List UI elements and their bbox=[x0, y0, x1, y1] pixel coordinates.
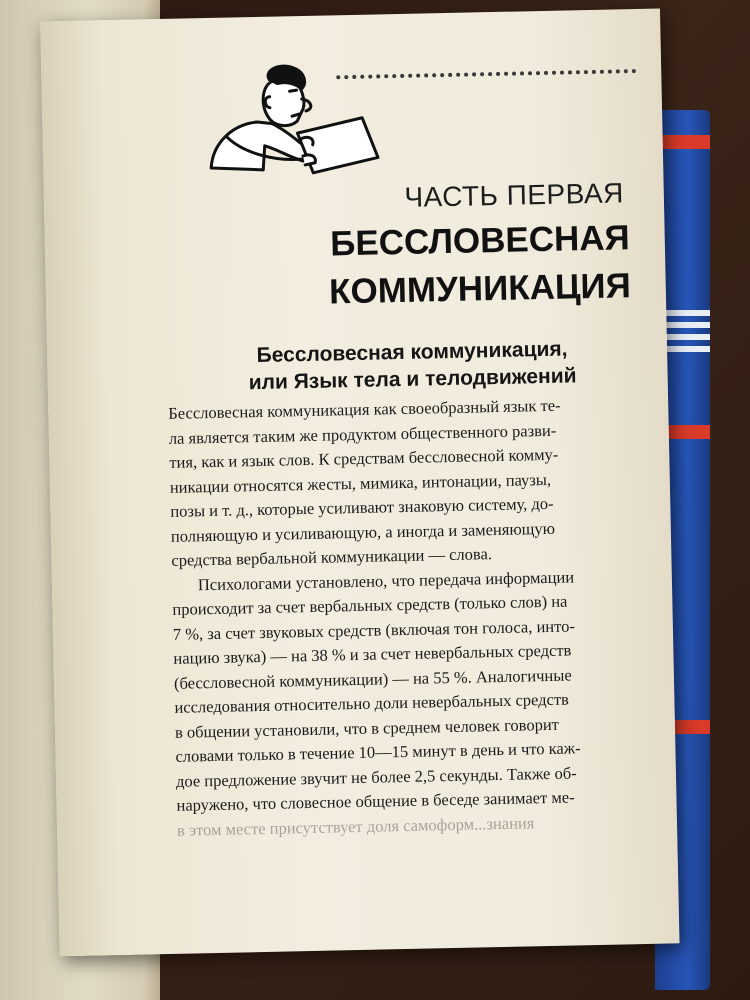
body-text bbox=[168, 392, 645, 843]
reading-man-illustration bbox=[201, 59, 383, 183]
text-line: тия, как и язык слов. К средствам бессловесной комму- bbox=[169, 444, 559, 472]
section-title bbox=[187, 334, 638, 397]
text-line: Психологами установлено, что передача информации bbox=[197, 566, 575, 594]
text-line: позы и т. д., которые усиливают знаковую систему, до- bbox=[170, 493, 554, 521]
part-title-line: БЕССЛОВЕСНАЯ bbox=[329, 218, 631, 264]
text-line: дое предложение звучит не более 2,5 секунды. Также об- bbox=[175, 762, 577, 791]
part-label: ЧАСТЬ ПЕРВАЯ bbox=[404, 177, 625, 213]
text-line: происходит за счет вербальных средств (только слов) на bbox=[172, 591, 568, 619]
text-line: наружено, что словесное общение в беседе занимает ме- bbox=[176, 787, 575, 815]
section-title-line: Бессловесная коммуникация, bbox=[256, 337, 568, 368]
text-line: (бессловесной коммуникации) — на 55 %. Аналогичные bbox=[173, 665, 572, 693]
text-line: исследования относительно доли невербальных средств bbox=[174, 689, 570, 717]
part-title bbox=[328, 214, 632, 316]
text-line-cut: в этом месте присутствует доля самоформ...знания bbox=[176, 812, 535, 840]
text-line: нацию звука) — на 38 % и за счет невербальных средств bbox=[173, 640, 572, 668]
cover-stripe bbox=[655, 135, 710, 149]
section-title-line: или Язык тела и телодвижений bbox=[248, 364, 577, 395]
text-line: средства вербальной коммуникации — слова. bbox=[171, 544, 493, 570]
text-line: в общении установили, что в среднем человек говорит bbox=[174, 714, 560, 742]
text-line: полняющую и усиливающую, а иногда и заменяющую bbox=[170, 518, 556, 546]
text-line: никации относятся жесты, мимика, интонации, паузы, bbox=[169, 469, 552, 497]
text-line: словами только в течение 10—15 минут в день и что каж- bbox=[175, 738, 581, 766]
text-line: ла является таким же продуктом общественного разви- bbox=[168, 420, 557, 448]
text-line: Бессловесная коммуникация как своеобразный язык те- bbox=[168, 395, 561, 423]
part-title-line: КОММУНИКАЦИЯ bbox=[328, 266, 632, 312]
text-line: 7 %, за счет звуковых средств (включая тон голоса, инто- bbox=[172, 615, 576, 644]
book-page bbox=[40, 9, 679, 957]
